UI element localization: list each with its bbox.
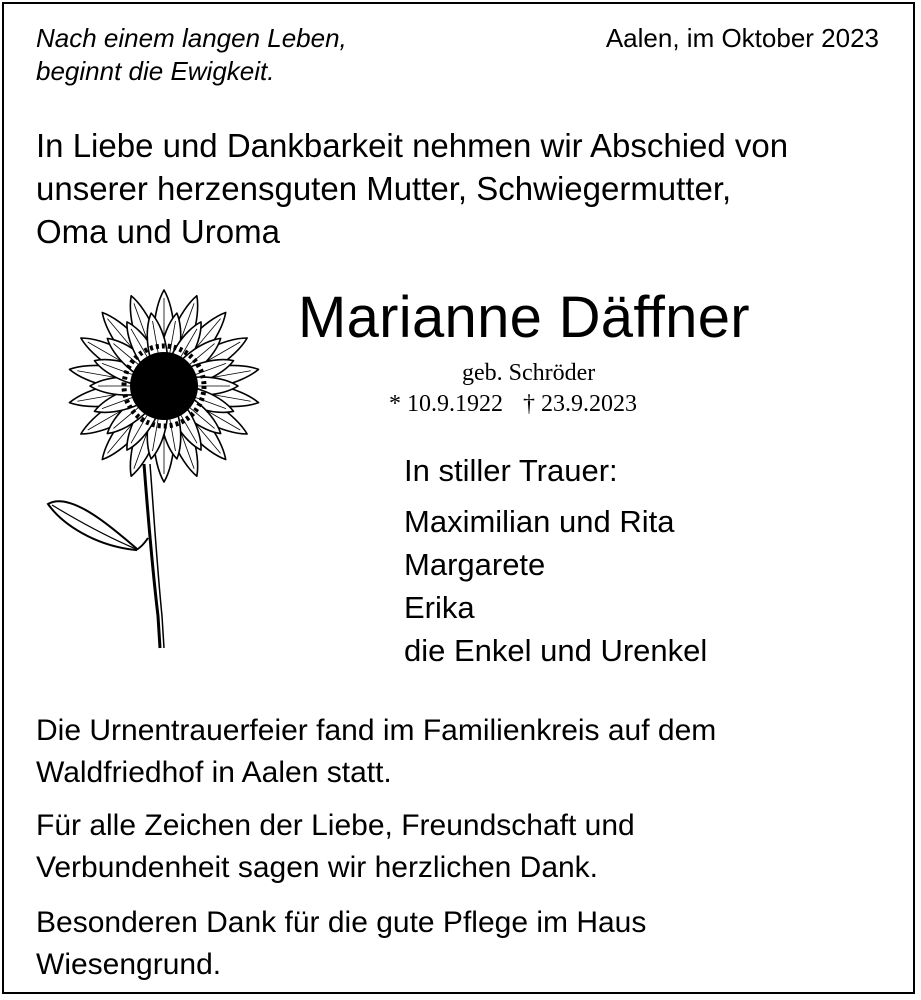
mourners-list: [404, 500, 707, 672]
notice-special-thanks: [36, 902, 646, 986]
notice-line: Waldfriedhof in Aalen statt.: [36, 756, 392, 789]
intro-line: Oma und Uroma: [36, 213, 280, 250]
mourner: Maximilian und Rita: [404, 504, 675, 539]
motto: [36, 22, 347, 88]
notice-funeral: [36, 710, 716, 794]
sunflower-drawing-icon: [40, 286, 280, 666]
deceased-name: Marianne Däffner: [298, 285, 750, 350]
notice-thanks: [36, 805, 635, 889]
intro-line: In Liebe und Dankbarkeit nehmen wir Abschied von: [36, 127, 789, 164]
notice-line: Verbundenheit sagen wir herzlichen Dank.: [36, 851, 599, 884]
birth-date: * 10.9.1922: [389, 391, 503, 417]
motto-line: beginnt die Ewigkeit.: [36, 56, 275, 86]
mourner: Margarete: [404, 547, 546, 582]
mourner: die Enkel und Urenkel: [404, 633, 708, 668]
birth-name: geb. Schröder: [462, 360, 596, 386]
mourning-heading: In stiller Trauer:: [404, 453, 618, 488]
intro-line: unserer herzensguten Mutter, Schwiegermutter,: [36, 170, 732, 207]
mourner: Erika: [404, 590, 475, 625]
motto-line: Nach einem langen Leben,: [36, 23, 347, 53]
notice-line: Die Urnentrauerfeier fand im Familienkreis auf dem: [36, 714, 717, 747]
notice-line: Besonderen Dank für die gute Pflege im Haus: [36, 906, 647, 939]
intro-text: [36, 124, 788, 253]
obituary-frame: [2, 2, 915, 994]
notice-line: Für alle Zeichen der Liebe, Freundschaft und: [36, 809, 635, 842]
place-date: Aalen, im Oktober 2023: [605, 23, 879, 53]
life-dates: [389, 389, 637, 419]
death-date: † 23.9.2023: [523, 391, 637, 417]
notice-line: Wiesengrund.: [36, 948, 222, 981]
